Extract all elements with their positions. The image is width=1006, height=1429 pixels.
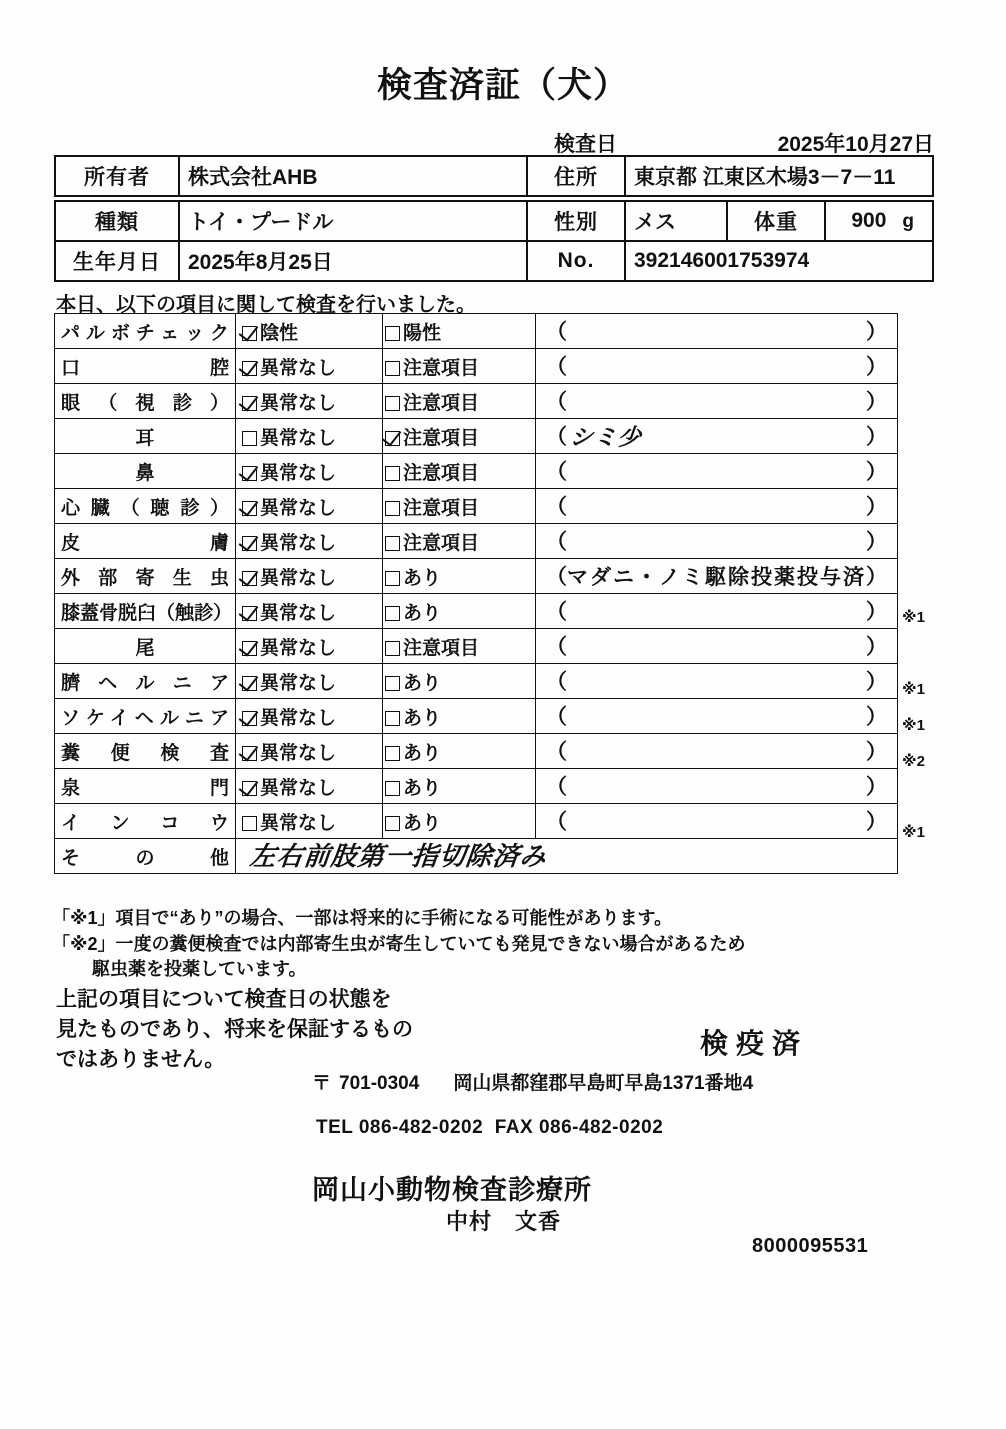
checklist-option-2[interactable] <box>383 419 536 454</box>
footnote-marker <box>902 313 962 349</box>
exam-date-value: 2025年10月27日 <box>777 133 934 156</box>
paren-open: （ <box>546 320 567 344</box>
checklist-option-2[interactable] <box>383 384 536 419</box>
number-label: No. <box>527 241 625 281</box>
table-row <box>55 454 898 489</box>
checklist-option-1[interactable] <box>236 594 383 629</box>
disclaimer-line-1: 上記の項目について検査日の状態を <box>56 988 392 1011</box>
checklist-option-2[interactable] <box>383 314 536 349</box>
checklist-option-2-label: あり <box>403 567 442 589</box>
checklist-option-1[interactable] <box>236 454 383 489</box>
checklist-option-2-label: あり <box>403 602 442 624</box>
paren-open: （ <box>546 705 567 729</box>
checklist-item-text: 耳 <box>135 427 155 449</box>
clinic-contact <box>316 1117 663 1139</box>
checklist-option-2-label: 注意項目 <box>403 427 480 449</box>
checklist-item-label <box>55 664 236 699</box>
checklist-option-1-label: 異常なし <box>260 672 337 694</box>
checklist-item-label <box>55 804 236 839</box>
table-row <box>55 241 933 281</box>
clinic-zip: 701-0304 <box>339 1073 420 1094</box>
footnote-marker <box>902 564 962 600</box>
paren-close: ） <box>866 320 887 344</box>
checklist-option-1-label: 異常なし <box>260 707 337 729</box>
paren-close: ） <box>866 495 887 519</box>
checklist-option-2[interactable] <box>383 804 536 839</box>
clinic-staff-name: 中村 文香 <box>446 1209 562 1234</box>
checkbox-empty-icon[interactable] <box>385 501 400 516</box>
weight-value: 900 <box>851 209 887 232</box>
checklist-note-field[interactable] <box>536 349 898 384</box>
footnote-marker <box>902 780 962 816</box>
checklist-note-field[interactable] <box>536 314 898 349</box>
checklist-note-field[interactable] <box>536 384 898 419</box>
paren-close: ） <box>866 425 887 449</box>
footnote-2-line2: 駆虫薬を投薬しています。 <box>92 959 307 980</box>
quarantine-stamp: 検疫済 <box>700 1028 809 1059</box>
paren-close: ） <box>866 565 887 589</box>
checklist-option-1-label: 異常なし <box>260 357 337 379</box>
paren-close: ） <box>866 460 887 484</box>
checkbox-checked-icon[interactable] <box>242 361 257 376</box>
footnote-marker: ※2 <box>902 752 925 770</box>
paren-close: ） <box>866 390 887 414</box>
checklist-option-1[interactable] <box>236 804 383 839</box>
checkbox-checked-icon[interactable] <box>242 501 257 516</box>
tel-number: 086-482-0202 <box>358 1117 484 1138</box>
sex-value: メス <box>625 201 727 241</box>
breed-label: 種類 <box>55 201 179 241</box>
paren-close: ） <box>866 740 887 764</box>
intro-text: 本日、以下の項目に関して検査を行いました。 <box>56 294 476 316</box>
checkbox-checked-icon[interactable] <box>385 431 400 446</box>
checklist-item-label <box>55 524 236 559</box>
checklist-item-label <box>55 839 236 874</box>
page-title: 検査済証（犬） <box>376 66 629 105</box>
checklist-item-text: 皮 膚 <box>61 532 229 554</box>
checkbox-empty-icon[interactable] <box>242 431 257 446</box>
checkbox-empty-icon[interactable] <box>242 816 257 831</box>
checkbox-checked-icon[interactable] <box>242 571 257 586</box>
checklist-option-1[interactable] <box>236 489 383 524</box>
table-row <box>55 559 898 594</box>
checklist-item-label <box>55 419 236 454</box>
paren-open: （ <box>546 530 567 554</box>
paren-open: （ <box>546 495 567 519</box>
checklist-option-1[interactable] <box>236 559 383 594</box>
checkbox-checked-icon[interactable] <box>242 641 257 656</box>
checklist-option-2-label: 注意項目 <box>403 357 480 379</box>
checklist-item-text: 鼻 <box>135 462 155 484</box>
checklist-option-2-label: 注意項目 <box>403 462 480 484</box>
checklist-option-2[interactable] <box>383 559 536 594</box>
checklist-item-text: 心臓（聴診） <box>61 497 229 519</box>
checklist-note-field[interactable] <box>536 769 898 804</box>
checklist-option-2-label: あり <box>403 672 442 694</box>
checkbox-empty-icon[interactable] <box>385 466 400 481</box>
disclaimer-line-2: 見たものであり、将来を保証するもの <box>56 1017 413 1041</box>
checklist-option-1-label: 陰性 <box>260 322 299 344</box>
footnote-marker <box>902 528 962 564</box>
checkbox-checked-icon[interactable] <box>242 606 257 621</box>
table-row <box>55 489 898 524</box>
checklist-item-label <box>55 559 236 594</box>
checkbox-empty-icon[interactable] <box>385 571 400 586</box>
checklist-item-text: 泉 門 <box>61 777 229 799</box>
fax-number: 086-482-0202 <box>538 1117 664 1138</box>
paren-open: （ <box>546 355 567 379</box>
checklist-note-field[interactable] <box>536 804 898 839</box>
table-row <box>55 201 933 241</box>
checklist-item-label <box>55 384 236 419</box>
weight-cell <box>825 201 933 241</box>
checklist-option-1-label: 異常なし <box>260 742 337 764</box>
footnote-marker <box>902 421 962 457</box>
footnote-marker-column <box>902 313 962 851</box>
checklist-note-text: シミ少 <box>568 424 644 451</box>
checklist-item-label <box>55 594 236 629</box>
paren-close: ） <box>866 810 887 834</box>
checkbox-checked-icon[interactable] <box>242 676 257 691</box>
table-row <box>55 629 898 664</box>
checkbox-checked-icon[interactable] <box>242 711 257 726</box>
address-value: 東京都 江東区木場3－7－11 <box>625 156 933 196</box>
checklist-option-1[interactable] <box>236 314 383 349</box>
checklist-item-text: 臍ヘルニア <box>61 672 229 694</box>
paren-close: ） <box>866 670 887 694</box>
checklist-option-2[interactable] <box>383 524 536 559</box>
checklist-note-field[interactable] <box>536 629 898 664</box>
checkbox-empty-icon[interactable] <box>385 536 400 551</box>
checklist-item-text: その他 <box>61 847 229 869</box>
checkbox-empty-icon[interactable] <box>385 711 400 726</box>
checkbox-empty-icon[interactable] <box>385 396 400 411</box>
footnote-2-line1: 「※2」一度の糞便検査では内部寄生虫が寄生していても発見できない場合があるため <box>52 933 746 954</box>
checklist-option-2[interactable] <box>383 699 536 734</box>
checklist-option-2[interactable] <box>383 734 536 769</box>
postal-mark-icon: 〒 <box>312 1073 332 1094</box>
disclaimer-text <box>56 985 476 1074</box>
checklist-note-field[interactable] <box>536 734 898 769</box>
checkbox-checked-icon[interactable] <box>242 466 257 481</box>
footnote-marker <box>902 492 962 528</box>
checklist-item-label <box>55 629 236 664</box>
paren-open: （ <box>546 425 567 449</box>
checklist-option-2-label: あり <box>403 742 442 764</box>
footnote-marker: ※1 <box>902 680 925 698</box>
footnote-1: 「※1」項目で“あり”の場合、一部は将来的に手術になる可能性があります。 <box>52 908 673 928</box>
birthdate-label: 生年月日 <box>55 241 179 281</box>
fax-label: FAX <box>494 1117 534 1138</box>
inspection-checklist-table <box>54 313 898 874</box>
checklist-item-label <box>55 699 236 734</box>
checklist-option-1[interactable] <box>236 769 383 804</box>
checklist-option-2-label: 注意項目 <box>403 637 480 659</box>
owner-label: 所有者 <box>55 156 179 196</box>
checklist-option-1-label: 異常なし <box>260 392 337 414</box>
checklist-option-1-label: 異常なし <box>260 777 337 799</box>
checklist-option-2-label: 陽性 <box>403 322 442 344</box>
weight-unit: g <box>902 211 914 232</box>
checklist-option-1[interactable] <box>236 384 383 419</box>
table-row <box>55 734 898 769</box>
checklist-option-2-label: 注意項目 <box>403 532 480 554</box>
checkbox-checked-icon[interactable] <box>242 536 257 551</box>
disclaimer-line-3: ではありません。 <box>56 1047 226 1071</box>
paren-open: （ <box>546 390 567 414</box>
checklist-item-text: 外部寄生虫 <box>61 567 229 589</box>
exam-date-label: 検査日 <box>554 133 617 156</box>
checklist-item-label <box>55 769 236 804</box>
checklist-option-2-label: 注意項目 <box>403 392 480 414</box>
checkbox-checked-icon[interactable] <box>242 746 257 761</box>
footnote-marker <box>902 385 962 421</box>
table-row <box>55 839 898 874</box>
table-row <box>55 664 898 699</box>
checklist-option-1-label: 異常なし <box>260 427 337 449</box>
checklist-item-label <box>55 349 236 384</box>
paren-open: （ <box>546 775 567 799</box>
table-row <box>55 769 898 804</box>
checkbox-empty-icon[interactable] <box>385 676 400 691</box>
checklist-item-text: 尾 <box>135 637 155 659</box>
paren-open: （ <box>546 810 567 834</box>
checklist-option-2[interactable] <box>383 454 536 489</box>
checklist-note-field[interactable] <box>536 524 898 559</box>
paren-close: ） <box>866 355 887 379</box>
checklist-option-2-label: あり <box>403 777 442 799</box>
address-label: 住所 <box>527 156 625 196</box>
birthdate-value: 2025年8月25日 <box>179 241 527 281</box>
checklist-item-text: 口 腔 <box>61 357 229 379</box>
footnote-marker: ※1 <box>902 716 925 734</box>
owner-info-table <box>54 155 934 197</box>
paren-close: ） <box>866 600 887 624</box>
table-row <box>55 384 898 419</box>
table-row <box>55 314 898 349</box>
tel-label: TEL <box>316 1117 354 1138</box>
paren-close: ） <box>866 635 887 659</box>
clinic-address-text: 岡山県都窪郡早島町早島1371番地4 <box>453 1073 754 1094</box>
checklist-option-1[interactable] <box>236 629 383 664</box>
checklist-option-1-label: 異常なし <box>260 462 337 484</box>
breed-value: トイ・プードル <box>179 201 527 241</box>
footnote-marker <box>902 636 962 672</box>
checklist-option-1[interactable] <box>236 419 383 454</box>
checklist-option-1[interactable] <box>236 664 383 699</box>
checkbox-checked-icon[interactable] <box>242 326 257 341</box>
footnote-marker <box>902 349 962 385</box>
checklist-item-text: 眼（視診） <box>61 392 229 414</box>
checkbox-checked-icon[interactable] <box>242 781 257 796</box>
checklist-option-1-label: 異常なし <box>260 637 337 659</box>
table-row <box>55 804 898 839</box>
checklist-option-2-label: あり <box>403 812 442 834</box>
owner-value: 株式会社AHB <box>179 156 527 196</box>
checkbox-empty-icon[interactable] <box>385 361 400 376</box>
checklist-note-field[interactable] <box>536 664 898 699</box>
checklist-item-text: パルボチェック <box>61 322 229 344</box>
checklist-note-field[interactable] <box>536 559 898 594</box>
footnote-marker: ※1 <box>902 824 925 842</box>
weight-label: 体重 <box>727 201 825 241</box>
checkbox-empty-icon[interactable] <box>385 746 400 761</box>
clinic-name: 岡山小動物検査診療所 <box>312 1175 592 1205</box>
checkbox-empty-icon[interactable] <box>385 781 400 796</box>
animal-info-table <box>54 200 934 282</box>
paren-open: （ <box>546 460 567 484</box>
checklist-option-2[interactable] <box>383 489 536 524</box>
checkbox-empty-icon[interactable] <box>385 326 400 341</box>
sex-label: 性別 <box>527 201 625 241</box>
checkbox-empty-icon[interactable] <box>385 606 400 621</box>
checklist-option-1-label: 異常なし <box>260 497 337 519</box>
checklist-note-field[interactable] <box>536 594 898 629</box>
document-id: 8000095531 <box>752 1235 869 1257</box>
paren-open: （ <box>546 600 567 624</box>
table-row <box>55 524 898 559</box>
checklist-item-text: インコウ <box>61 812 229 834</box>
checkbox-checked-icon[interactable] <box>242 396 257 411</box>
checklist-note-field[interactable] <box>536 454 898 489</box>
table-row <box>55 349 898 384</box>
other-note-field[interactable] <box>236 839 898 874</box>
checklist-option-2[interactable] <box>383 664 536 699</box>
checklist-option-2[interactable] <box>383 594 536 629</box>
checklist-option-1-label: 異常なし <box>260 602 337 624</box>
checklist-item-text: ソケイヘルニア <box>61 707 229 729</box>
checklist-item-label <box>55 734 236 769</box>
checklist-option-1-label: 異常なし <box>260 812 337 834</box>
checklist-item-text: 糞便検査 <box>61 742 229 764</box>
checklist-option-2[interactable] <box>383 349 536 384</box>
checklist-item-label <box>55 489 236 524</box>
paren-open: （ <box>546 565 567 589</box>
checkbox-empty-icon[interactable] <box>385 816 400 831</box>
paren-open: （ <box>546 670 567 694</box>
checklist-option-1[interactable] <box>236 349 383 384</box>
checklist-option-2-label: あり <box>403 707 442 729</box>
checklist-note-field[interactable] <box>536 699 898 734</box>
checklist-option-2[interactable] <box>383 769 536 804</box>
table-row <box>55 594 898 629</box>
checklist-option-2[interactable] <box>383 629 536 664</box>
table-row <box>55 156 933 196</box>
checkbox-empty-icon[interactable] <box>385 641 400 656</box>
checklist-option-1-label: 異常なし <box>260 567 337 589</box>
paren-close: ） <box>866 705 887 729</box>
paren-open: （ <box>546 635 567 659</box>
checklist-option-1[interactable] <box>236 699 383 734</box>
checklist-option-1[interactable] <box>236 734 383 769</box>
checklist-option-1-label: 異常なし <box>260 532 337 554</box>
paren-open: （ <box>546 740 567 764</box>
table-row <box>55 699 898 734</box>
checklist-option-1[interactable] <box>236 524 383 559</box>
footnote-marker <box>902 457 962 493</box>
checklist-option-2-label: 注意項目 <box>403 497 480 519</box>
other-handwritten-note: 左右前肢第一指切除済み <box>248 842 549 872</box>
paren-close: ） <box>866 775 887 799</box>
exam-date-row <box>54 128 934 154</box>
checklist-note-field[interactable] <box>536 419 898 454</box>
footnotes <box>52 906 932 983</box>
checklist-note-field[interactable] <box>536 489 898 524</box>
number-value: 392146001753974 <box>625 241 933 281</box>
footnote-marker: ※1 <box>902 609 925 627</box>
paren-close: ） <box>866 530 887 554</box>
table-row <box>55 419 898 454</box>
checklist-note-text: マダニ・ノミ駆除投薬投与済 <box>567 566 866 589</box>
checklist-item-text: 膝蓋骨脱臼（触診） <box>61 602 233 624</box>
checklist-item-label <box>55 454 236 489</box>
checklist-item-label <box>55 314 236 349</box>
clinic-address <box>312 1068 753 1095</box>
